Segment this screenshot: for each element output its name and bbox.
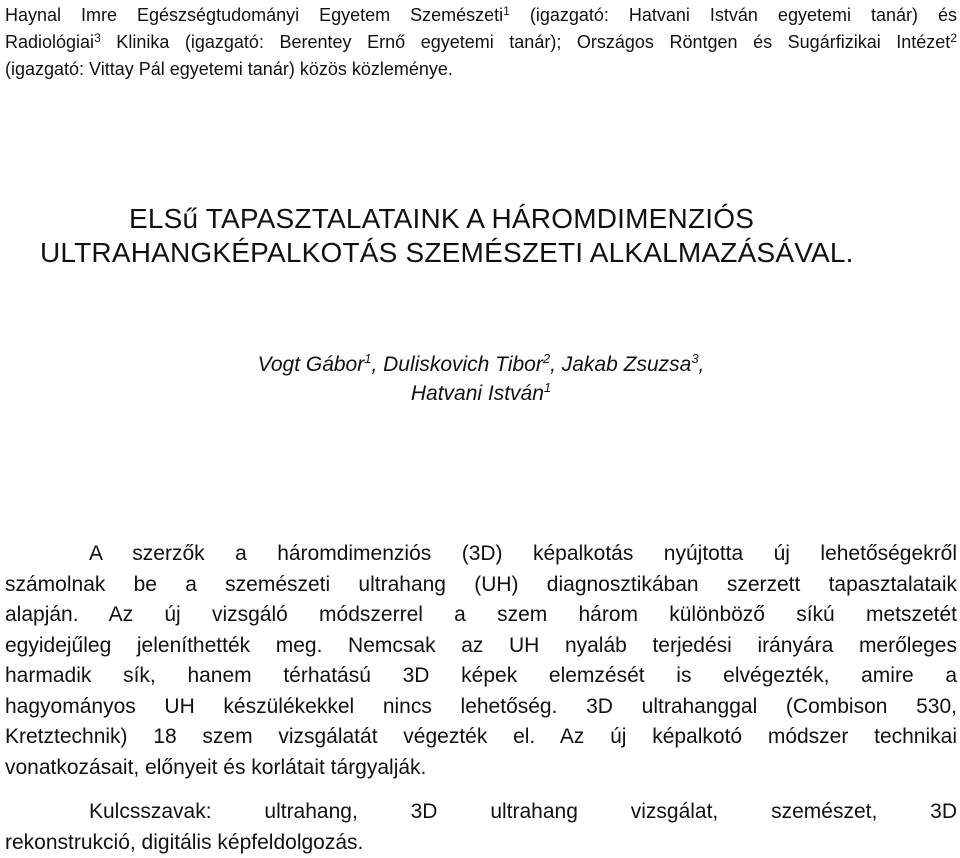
title-line: ELSű TAPASZTALATAINK A HÁROMDIMENZIÓS	[5, 202, 957, 236]
keywords-line: rekonstrukció, digitális képfeldolgozás.	[5, 828, 957, 858]
paper-title	[5, 202, 957, 270]
affiliation-line: (igazgató: Vittay Pál egyetemi tanár) közös közleménye.	[5, 56, 957, 83]
author-line	[5, 379, 957, 408]
abstract-line: hagyományos UH készülékekkel nincs lehetőség. 3D ultrahanggal (Combison 530,	[5, 692, 957, 723]
author-name: , Jakab Zsuzsa	[550, 353, 691, 376]
abstract-line: A szerzők a háromdimenziós (3D) képalkotás nyújtotta új lehetőségekről	[5, 539, 957, 570]
abstract-line: alapján. Az új vizsgáló módszerrel a szem három különböző síkú metszetét	[5, 600, 957, 631]
author-affiliation-marker: 2	[543, 351, 550, 366]
footnote-marker: 1	[503, 4, 510, 18]
affiliation-line: Radiológiai$^3$ Klinika (igazgató: Berentey Ernő egyetemi tanár); Országos Röntgen és Sugárfizikai Intézet$^2$	[5, 29, 957, 56]
author-name: Vogt Gábor	[258, 353, 365, 376]
abstract-line: egyidejűleg jeleníthették meg. Nemcsak az UH nyaláb terjedési irányára merőleges	[5, 631, 957, 662]
author-affiliation-marker: 1	[544, 380, 551, 395]
abstract-line: számolnak be a szemészeti ultrahang (UH) diagnosztikában szerzett tapasztalataik	[5, 570, 957, 601]
abstract-line: vonatkozásait, előnyeit és korlátait tárgyalják.	[5, 753, 957, 784]
affiliation-line: Haynal Imre Egészségtudományi Egyetem Szemészeti$^1$ (igazgató: Hatvani István egyetemi tanár) és	[5, 2, 957, 29]
footnote-marker: 3	[94, 31, 101, 45]
author-list	[5, 350, 957, 408]
abstract-line: harmadik sík, hanem térhatású 3D képek elemzését is elvégezték, amire a	[5, 661, 957, 692]
author-name: Hatvani István	[411, 382, 544, 405]
author-affiliation-marker: 3	[691, 351, 698, 366]
keywords	[5, 797, 957, 858]
keywords-line: Kulcsszavak: ultrahang, 3D ultrahang vizsgálat, szemészet, 3D	[5, 797, 957, 828]
footnote-marker: 2	[950, 31, 957, 45]
author-name: , Duliskovich Tibor	[371, 353, 542, 376]
author-line: Vogt Gábor$^1$, Duliskovich Tibor$^2$, Jakab Zsuzsa$^3$,	[5, 350, 957, 379]
abstract-line: Kretztechnik) 18 szem vizsgálatát végezték el. Az új képalkotó módszer technikai	[5, 722, 957, 753]
abstract	[5, 539, 957, 783]
affiliation-block	[5, 2, 957, 83]
author-affiliation-marker: 1	[364, 351, 371, 366]
title-line: ULTRAHANGKÉPALKOTÁS SZEMÉSZETI ALKALMAZÁSÁVAL.	[5, 236, 957, 270]
